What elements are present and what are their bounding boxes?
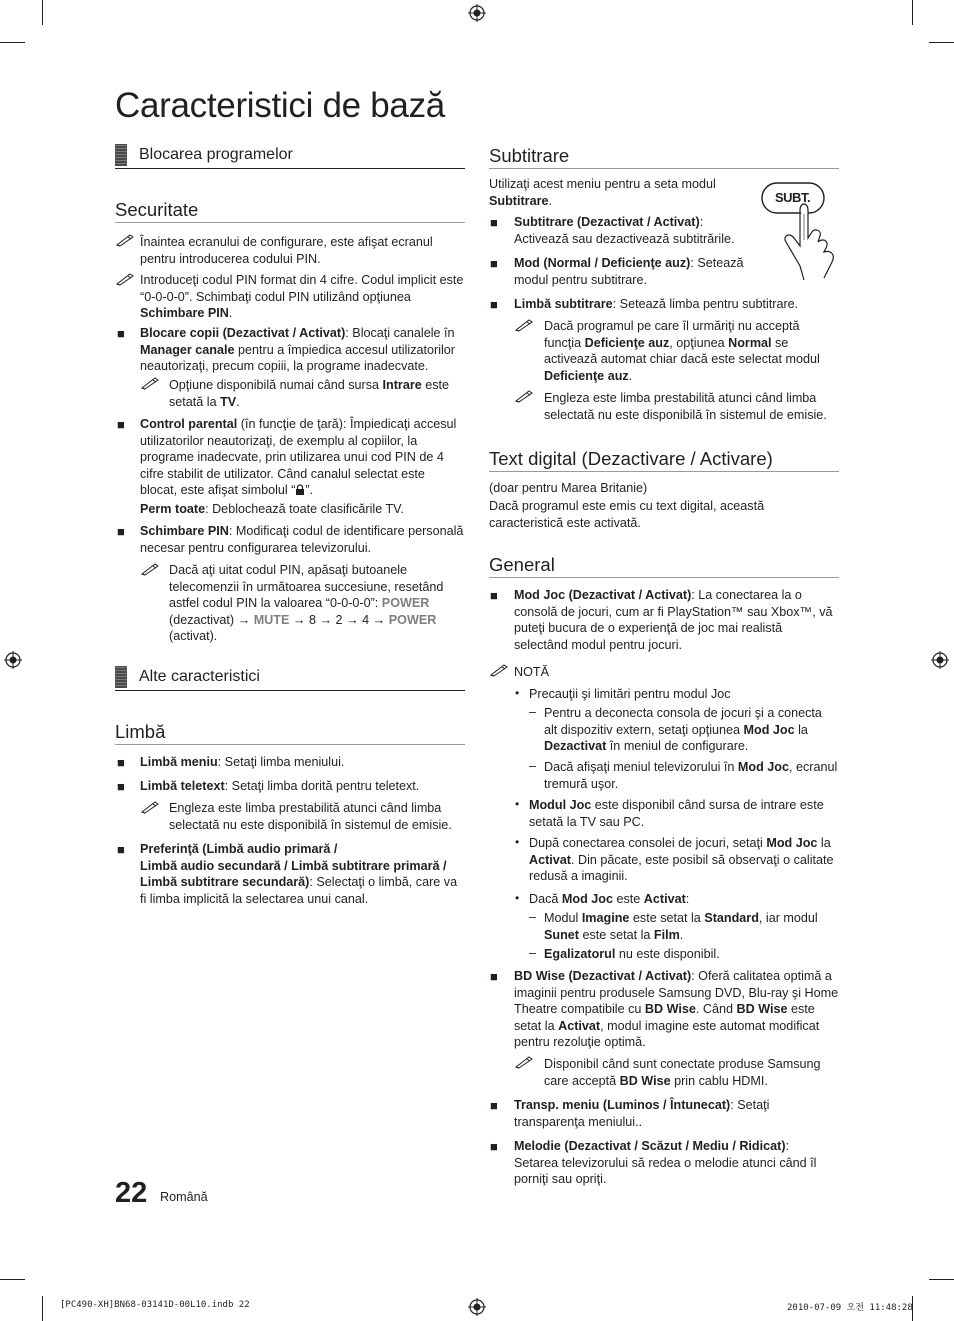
bullet-dot: • — [515, 797, 520, 811]
note-text: Dacă afişaţi meniul televizorului în Mod Joc, ecranul tremură uşor. — [544, 760, 838, 791]
page-title: Caracteristici de bază — [115, 86, 445, 125]
dash-marker: – — [529, 705, 537, 719]
footer-file-info: [PC490-XH]BN68-03141D-00L10.indb 22 — [60, 1300, 250, 1310]
note-text: Introduceţi codul PIN format din 4 cifre. Codul implicit este “0-0-0-0”. Schimbaţi codul PIN utilizând opţiunea Schimbare PIN. — [140, 273, 464, 320]
perm-toate-item: Perm toate: Deblochează toate clasificările TV. — [140, 502, 404, 516]
blocare-copii-item: Blocare copii (Dezactivat / Activat): Blocaţi canalele în Manager canale pentru a împiedica accesul utilizatorilor neautorizaţi, precum copiii, la programe inadecvate. — [140, 326, 455, 373]
subtitrare-onoff-item: Subtitrare (Dezactivat / Activat): Activează sau dezactivează subtitrările. — [514, 215, 735, 246]
heading-blocarea-programelor: Blocarea programelor — [115, 144, 293, 166]
crop-mark — [912, 0, 913, 25]
control-parental-item: Control parental (în funcţie de ţară): Împiedicaţi accesul utilizatorilor neautorizaţi, de exemplu al copiilor, la programe inadecvate, prin utilizarea unui cod PIN de 4 cifre stabilit de utilizator. Când canalul selectat este blocat, este afişat simbolul “ ”. — [140, 417, 457, 497]
square-bullet-icon: ■ — [490, 297, 498, 312]
mod-joc-item: Mod Joc (Dezactivat / Activat): La conectarea la o consolă de jocuri, cum ar fi PlayStation™ sau Xbox™, vă puteţi bucura de o experienţă de joc mai realistă selectând modul pentru jocuri. — [514, 588, 833, 652]
crop-mark — [0, 1279, 25, 1280]
square-bullet-icon: ■ — [117, 842, 125, 857]
note-pencil-icon — [116, 233, 134, 247]
heading-alte-caracteristici: Alte caracteristici — [115, 666, 260, 688]
divider — [115, 690, 465, 691]
melodie-item: Melodie (Dezactivat / Scăzut / Mediu / Ridicat): Setarea televizorului să redea o melodie atunci când îl porniţi sau opriţi. — [514, 1139, 817, 1186]
note-text: Dacă Mod Joc este Activat: — [529, 892, 690, 906]
divider — [489, 471, 839, 472]
note-pencil-icon — [141, 800, 159, 814]
note-pencil-icon — [490, 663, 508, 677]
bd-wise-item: BD Wise (Dezactivat / Activat): Oferă calitatea optimă a imaginii pentru produsele Samsung DVD, Blu-ray şi Home Theatre compatibile cu BD Wise. Când BD Wise este setat la Activat, modul imagine este automat modificat pentru rezoluţie optimă. — [514, 969, 839, 1049]
square-bullet-icon: ■ — [490, 588, 498, 603]
note-text: Modul Imagine este setat la Standard, iar modul Sunet este setat la Film. — [544, 911, 818, 942]
square-bullet-icon: ■ — [117, 524, 125, 539]
square-bullet-icon: ■ — [490, 256, 498, 271]
note-text: Precauţii şi limitări pentru modul Joc — [529, 687, 731, 701]
registration-mark-icon — [468, 1298, 486, 1316]
crop-mark — [42, 0, 43, 25]
crop-mark — [929, 1279, 954, 1280]
bullet-dot: • — [515, 891, 520, 905]
dash-marker: – — [529, 759, 537, 773]
note-pencil-icon — [515, 1055, 533, 1069]
square-bullet-icon: ■ — [490, 1098, 498, 1113]
registration-mark-icon — [931, 651, 949, 669]
note-text: Disponibil când sunt conectate produse Samsung care acceptă BD Wise prin cablu HDMI. — [544, 1057, 821, 1088]
note-text: Dacă programul pe care îl urmăriţi nu acceptă funcţia Deficienţe auz, opţiunea Normal se activează automat chiar dacă este selectat modul Deficienţe auz. — [544, 319, 820, 383]
note-pencil-icon — [515, 389, 533, 403]
square-bullet-icon: ■ — [490, 1139, 498, 1154]
note-text: Înaintea ecranului de configurare, este afişat ecranul pentru introducerea codului PIN. — [140, 235, 433, 266]
bullet-dot: • — [515, 686, 520, 700]
dash-marker: – — [529, 946, 537, 960]
divider — [115, 168, 465, 169]
divider — [115, 222, 465, 223]
nota-label: NOTĂ — [514, 665, 549, 679]
note-text: Modul Joc este disponibil când sursa de intrare este setată la TV sau PC. — [529, 798, 824, 829]
note-text: Dacă aţi uitat codul PIN, apăsaţi butoanele telecomenzii în următoarea succesiune, resetând astfel codul PIN la valoarea “0-0-0-0”: POWER (dezactivat) → MUTE → 8 → 2 → 4 → POWER (activat). — [169, 563, 444, 643]
note-pencil-icon — [515, 318, 533, 332]
note-text: Egalizatorul nu este disponibil. — [544, 947, 720, 961]
note-text: Engleza este limba prestabilită atunci când limba selectată nu este disponibilă în sistemul de emisie. — [169, 801, 452, 832]
text-digital-note: (doar pentru Marea Britanie) — [489, 481, 648, 495]
dash-marker: – — [529, 910, 537, 924]
limba-meniu-item: Limbă meniu: Setaţi limba meniului. — [140, 755, 345, 769]
crop-mark — [929, 42, 954, 43]
note-pencil-icon — [141, 376, 159, 390]
section-title-subtitrare: Subtitrare — [489, 145, 570, 166]
preferinta-item: Preferinţă (Limbă audio primară / Limbă audio secundară / Limbă subtitrare primară / Limbă subtitrare secundară): Selectaţi o limbă, care va fi limba implicită la selectarea unui canal. — [140, 842, 458, 906]
footer-timestamp: 2010-07-09 오전 11:48:28 — [787, 1303, 913, 1313]
section-title-securitate: Securitate — [115, 199, 199, 220]
square-bullet-icon: ■ — [490, 215, 498, 230]
mod-subtitrare-item: Mod (Normal / Deficienţe auz): Setează modul pentru subtitrare. — [514, 256, 744, 287]
subtitrare-intro: Utilizaţi acest meniu pentru a seta modul Subtitrare. — [489, 177, 716, 208]
note-pencil-icon — [141, 562, 159, 576]
limba-subtitrare-item: Limbă subtitrare: Setează limba pentru subtitrare. — [514, 297, 799, 311]
divider — [489, 577, 839, 578]
square-bullet-icon: ■ — [117, 417, 125, 432]
note-text: Engleza este limba prestabilită atunci când limba selectată nu este disponibilă în sistemul de emisie. — [544, 391, 827, 422]
subt-button: SUBT. — [775, 190, 811, 205]
note-pencil-icon — [116, 272, 134, 286]
registration-mark-icon — [4, 651, 22, 669]
note-text: Pentru a deconecta consola de jocuri şi a conecta alt dispozitiv extern, setaţi opţiunea Mod Joc la Dezactivat în meniul de configurare. — [544, 706, 822, 753]
page-language: Română — [160, 1190, 208, 1204]
section-title-limba: Limbă — [115, 721, 166, 742]
section-title-general: General — [489, 554, 555, 575]
limba-teletext-item: Limbă teletext: Setaţi limba dorită pentru teletext. — [140, 779, 420, 793]
note-text: Opţiune disponibilă numai când sursa Intrare este setată la TV. — [169, 378, 450, 409]
square-bullet-icon: ■ — [117, 755, 125, 770]
bullet-dot: • — [515, 835, 520, 849]
lock-icon — [295, 484, 305, 495]
square-bullet-icon: ■ — [490, 969, 498, 984]
divider — [489, 168, 839, 169]
section-title-text-digital: Text digital (Dezactivare / Activare) — [489, 448, 773, 469]
registration-mark-icon — [468, 4, 486, 22]
text-digital-desc: Dacă programul este emis cu text digital, această caracteristică este activată. — [489, 499, 765, 530]
page-number: 22 — [115, 1177, 148, 1209]
crop-mark — [42, 1296, 43, 1321]
transp-meniu-item: Transp. meniu (Luminos / Întunecat): Setaţi transparenţa meniului.. — [514, 1098, 770, 1129]
square-bullet-icon: ■ — [117, 326, 125, 341]
divider — [115, 744, 465, 745]
square-bullet-icon: ■ — [117, 779, 125, 794]
schimbare-pin-item: Schimbare PIN: Modificaţi codul de identificare personală necesar pentru configurarea televizorului. — [140, 524, 464, 555]
note-text: După conectarea consolei de jocuri, setaţi Mod Joc la Activat. Din păcate, este posibil să observaţi o calitate redusă a imaginii. — [529, 836, 834, 883]
crop-mark — [0, 42, 25, 43]
